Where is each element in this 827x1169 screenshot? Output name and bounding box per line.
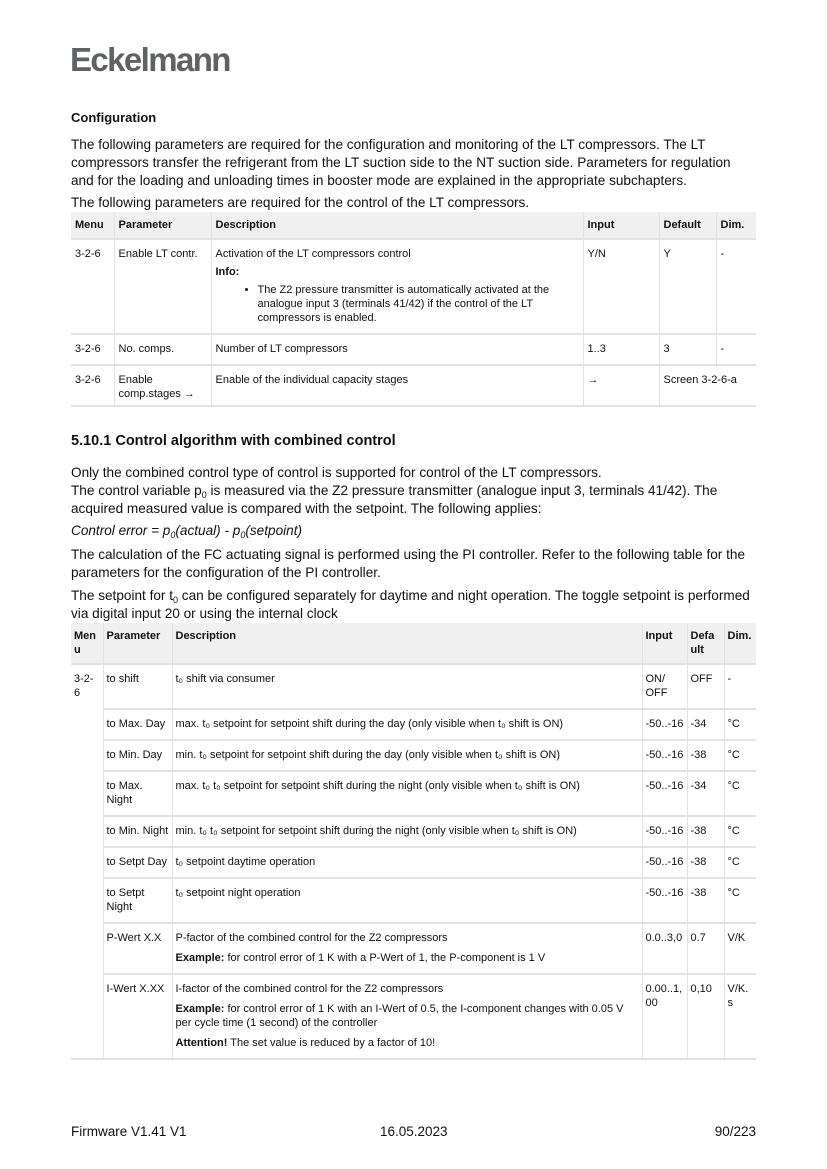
cell-description xyxy=(172,923,642,974)
cell-menu: 3-2-6 xyxy=(71,334,114,365)
cell-input: 1..3 xyxy=(583,334,659,365)
info-label: Info: xyxy=(215,266,240,278)
col-menu: Menu xyxy=(71,212,114,239)
cell-default: Y xyxy=(659,239,716,334)
text: can be configured separately for daytime and night operation. The toggle setpoint is performed via digital input 20 or using the internal clock xyxy=(71,588,750,621)
section-p4 xyxy=(71,587,756,623)
cell-input: -50..-16 xyxy=(642,771,687,816)
cell-default: -38 xyxy=(687,740,724,771)
cell-default: 0,10 xyxy=(687,974,724,1059)
cell-dim: V/K.s xyxy=(724,974,756,1059)
cell-dim: °C xyxy=(724,771,756,816)
col-input: Input xyxy=(583,212,659,239)
table-row xyxy=(71,239,756,334)
col-menu: Menu xyxy=(71,623,103,664)
table-row xyxy=(71,974,756,1059)
example-line xyxy=(176,1002,639,1030)
col-parameter: Parameter xyxy=(114,212,211,239)
cell-description: Enable of the individual capacity stages xyxy=(211,365,583,406)
cell-input: -50..-16 xyxy=(642,847,687,878)
cell-default: -38 xyxy=(687,847,724,878)
table-row xyxy=(71,709,756,740)
cell-description xyxy=(172,974,642,1059)
cell-parameter: to Max. Night xyxy=(103,771,172,816)
table-row xyxy=(71,664,756,709)
cell-default: 0.7 xyxy=(687,923,724,974)
cell-menu: 3-2-6 xyxy=(71,365,114,406)
eckelmann-logo: Eckelmann xyxy=(70,41,230,78)
cell-description: t₀ setpoint daytime operation xyxy=(172,847,642,878)
cell-parameter: to Min. Day xyxy=(103,740,172,771)
attention-text: The set value is reduced by a factor of 10! xyxy=(227,1037,436,1049)
example-line xyxy=(176,951,639,965)
example-text: for control error of 1 K with an I-Wert of 0.5, the I-component changes with 0.05 V per cycle time (1 second) of the controller xyxy=(175,1003,624,1029)
configuration-heading: Configuration xyxy=(71,110,157,125)
cell-description: min. t₀ t₀ setpoint for setpoint shift during the night (only visible when t₀ shift is ON) xyxy=(172,816,642,847)
cell-menu: 3-2-6 xyxy=(71,664,103,1059)
cell-dim: V/K xyxy=(724,923,756,974)
footer-firmware: Firmware V1.41 V1 xyxy=(71,1124,187,1139)
cell-default: -34 xyxy=(687,771,724,816)
cell-description: max. t₀ t₀ setpoint for setpoint shift during the night (only visible when t₀ shift is ON) xyxy=(172,771,642,816)
footer-date: 16.05.2023 xyxy=(380,1124,448,1139)
cell-input: ON/ OFF xyxy=(642,664,687,709)
cell-parameter: to Setpt Day xyxy=(103,847,172,878)
cell-description xyxy=(211,239,583,334)
table-row xyxy=(71,771,756,816)
table-row xyxy=(71,847,756,878)
section-heading: 5.10.1 Control algorithm with combined control xyxy=(71,433,396,449)
cell-input: -50..-16 xyxy=(642,740,687,771)
subscript: 0 xyxy=(240,530,246,540)
cell-parameter: Enable comp.stages → xyxy=(114,365,211,406)
col-dim: Dim. xyxy=(716,212,756,239)
cell-default-link: Screen 3-2-6-a xyxy=(659,365,756,406)
cell-input[interactable]: → xyxy=(583,365,659,406)
configuration-intro: The following parameters are required for the configuration and monitoring of the LT compressors. The LT compressors transfer the refrigerant from the LT suction side to the NT suction side. Parameters for regulation and for the loading and unloading times in booster mode are explained in the appropriate subchapters. xyxy=(71,137,731,188)
cell-default: -38 xyxy=(687,816,724,847)
control-param-table xyxy=(71,623,756,1060)
section-p1: Only the combined control type of control is supported for control of the LT compressors. xyxy=(71,465,602,480)
subscript: 0 xyxy=(173,595,179,605)
cell-description: min. t₀ setpoint for setpoint shift during the day (only visible when t₀ shift is ON) xyxy=(172,740,642,771)
col-description: Description xyxy=(211,212,583,239)
cell-dim: °C xyxy=(724,878,756,923)
text: (actual) - p xyxy=(175,523,241,538)
section-p2 xyxy=(71,482,756,518)
text: The setpoint for t xyxy=(71,588,174,603)
table-header-row xyxy=(71,623,756,664)
table-header-row xyxy=(71,212,756,239)
cell-parameter: to Setpt Night xyxy=(103,878,172,923)
col-description: Description xyxy=(172,623,642,664)
cell-dim: °C xyxy=(724,816,756,847)
text: is measured via the Z2 pressure transmitter (analogue input 3, terminals 41/42). The acquired measured value is compared with the setpoint. The following applies: xyxy=(71,483,718,516)
cell-parameter: to Min. Night xyxy=(103,816,172,847)
table-row xyxy=(71,816,756,847)
cell-dim: °C xyxy=(724,847,756,878)
cell-dim: - xyxy=(716,239,756,334)
col-input: Input xyxy=(642,623,687,664)
lt-config-table xyxy=(71,212,756,407)
subscript: 0 xyxy=(201,490,207,500)
text: The control variable p xyxy=(71,483,202,498)
table-row xyxy=(71,878,756,923)
info-item: • The Z2 pressure transmitter is automatically activated at the analogue input 3 (terminals 41/42) if the control of the LT compressors is enabled. xyxy=(258,283,579,325)
cell-parameter: No. comps. xyxy=(114,334,211,365)
cell-input: 0.00..1,00 xyxy=(642,974,687,1059)
cell-parameter: I-Wert X.XX xyxy=(103,974,172,1059)
example-text: for control error of 1 K with a P-Wert of 1, the P-component is 1 V xyxy=(224,952,546,964)
attention-line xyxy=(176,1036,639,1050)
col-default: Default xyxy=(687,623,724,664)
table-row xyxy=(71,740,756,771)
section-p3: The calculation of the FC actuating signal is performed using the PI controller. Refer to the following table for the parameters for the configuration of the PI controller. xyxy=(71,547,746,580)
example-label: Example: xyxy=(175,1003,225,1015)
cell-dim: °C xyxy=(724,709,756,740)
subscript: 0 xyxy=(170,530,176,540)
description-text: I-factor of the combined control for the Z2 compressors xyxy=(175,983,444,995)
footer-page-number: 90/223 xyxy=(714,1124,756,1139)
cell-dim: - xyxy=(724,664,756,709)
col-default: Default xyxy=(659,212,716,239)
cell-dim: - xyxy=(716,334,756,365)
control-error-formula xyxy=(71,522,756,540)
table-row xyxy=(71,365,756,406)
description-text: P-factor of the combined control for the Z2 compressors xyxy=(175,932,448,944)
cell-default: OFF xyxy=(687,664,724,709)
cell-description: t₀ shift via consumer xyxy=(172,664,642,709)
cell-menu: 3-2-6 xyxy=(71,239,114,334)
cell-parameter: to shift xyxy=(103,664,172,709)
cell-description: Number of LT compressors xyxy=(211,334,583,365)
info-list xyxy=(216,283,579,325)
col-parameter: Parameter xyxy=(103,623,172,664)
cell-input: -50..-16 xyxy=(642,709,687,740)
cell-parameter: Enable LT contr. xyxy=(114,239,211,334)
cell-default: -38 xyxy=(687,878,724,923)
cell-input: 0.0..3,0 xyxy=(642,923,687,974)
table-row xyxy=(71,923,756,974)
attention-label: Attention! xyxy=(175,1037,228,1049)
page-content xyxy=(71,110,756,1060)
cell-input: -50..-16 xyxy=(642,816,687,847)
cell-default: -34 xyxy=(687,709,724,740)
cell-parameter: to Max. Day xyxy=(103,709,172,740)
cell-description: t₀ setpoint night operation xyxy=(172,878,642,923)
cell-dim: °C xyxy=(724,740,756,771)
configuration-intro-2: The following parameters are required for the control of the LT compressors. xyxy=(71,195,530,210)
text: Control error = p xyxy=(71,523,171,538)
cell-default: 3 xyxy=(659,334,716,365)
cell-description: max. t₀ setpoint for setpoint shift during the day (only visible when t₀ shift is ON) xyxy=(172,709,642,740)
example-label: Example: xyxy=(175,952,225,964)
table-row xyxy=(71,334,756,365)
cell-input: Y/N xyxy=(583,239,659,334)
cell-parameter: P-Wert X.X xyxy=(103,923,172,974)
cell-input: -50..-16 xyxy=(642,878,687,923)
col-dim: Dim. xyxy=(724,623,756,664)
description-text: Activation of the LT compressors control xyxy=(215,248,411,260)
text: (setpoint) xyxy=(245,523,303,538)
